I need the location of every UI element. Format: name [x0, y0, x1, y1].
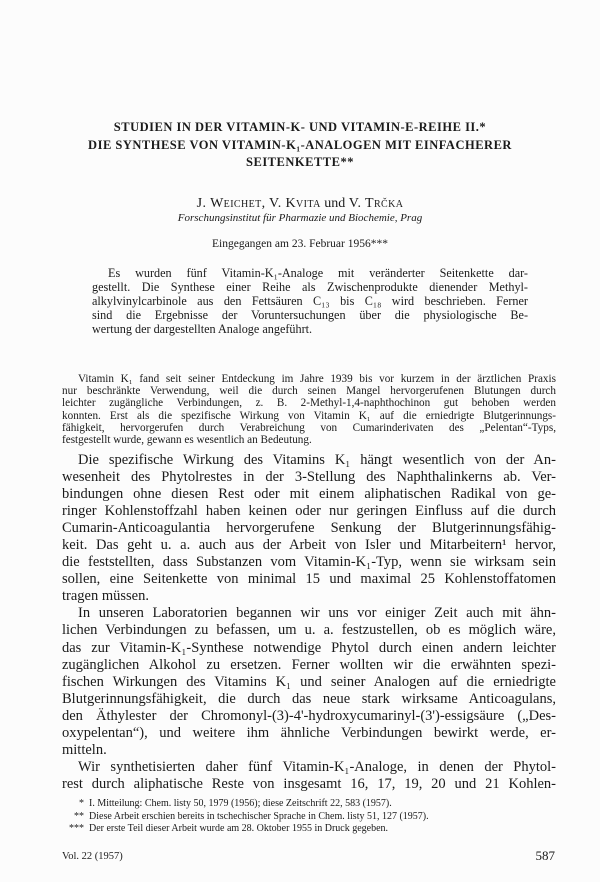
body-line: bindungen ohne diesen Rest oder mit einem aliphatischen Radikal von ge-: [62, 485, 556, 502]
abstract-line: Es wurden fünf Vitamin-K₁-Analoge mit veränderter Seitenkette dar-: [108, 266, 528, 280]
body-line: In unseren Laboratorien begannen wir uns vor einiger Zeit auch mit ähn-: [78, 605, 556, 622]
article-title: [0, 119, 600, 172]
abstract-line: gestellt. Die Synthese einer Reihe als Zwischenprodukte dienender Methyl-: [92, 280, 528, 294]
abstract-line: alkylvinylcarbinole aus den Fettsäuren C₁₃ bis C₁₈ wird beschrieben. Ferner: [92, 294, 528, 308]
author-name: J. Weichet,: [196, 196, 266, 211]
body-paragraph: [62, 605, 556, 759]
footnote-marker: **: [74, 810, 84, 822]
body-line: keit. Das geht u. a. auch aus der Arbeit von Isler und Mitarbeitern¹ hervor,: [62, 536, 556, 553]
journal-volume: Vol. 22 (1957): [62, 851, 123, 862]
body-line: Wir synthetisierten daher fünf Vitamin-K₁-Analoge, in denen der Phytol-: [78, 759, 556, 776]
body-line: den Äthylester der Chromonyl-(3)-4'-hydroxycumarinyl-(3')-essigsäure („Des-: [62, 707, 556, 724]
footnote: [62, 823, 556, 836]
introduction-paragraph: [62, 373, 556, 446]
introduction-line: fähigkeit, hervorgerufen durch Verabreichung von Cumarinderivaten des „Pelentan“-Typs,: [62, 421, 556, 434]
abstract: [92, 266, 528, 336]
footnote: [62, 798, 556, 811]
author-conjunction: und: [324, 196, 346, 211]
body-line: Cumarin-Anticoagulantia hervorgerufene Senkung der Blutgerinnungsfähig-: [62, 519, 556, 536]
body-line: mitteln.: [62, 742, 107, 759]
title-line: SEITENKETTE**: [246, 155, 354, 169]
introduction-line: Vitamin K₁ fand seit seiner Entdeckung im Jahre 1939 bis vor kurzem in der ärztlichen Praxis: [78, 373, 556, 385]
introduction-line: nur beschränkte Verwendung, weil die durch seinen Mangel hervorgerufenen Blutungen durch: [62, 385, 556, 398]
body-line: tragen müssen.: [62, 588, 149, 605]
footnote-text: Der erste Teil dieser Arbeit wurde am 28. Oktober 1955 in Druck gegeben.: [89, 823, 389, 835]
body-line: fischen Wirkungen des Vitamins K₁ und seiner Analogen auf die erniedrigte: [62, 673, 556, 690]
footnote-text: I. Mitteilung: Chem. listy 50, 1979 (1956); diese Zeitschrift 22, 583 (1957).: [89, 798, 392, 809]
body-line: ringer Kohlenstoffzahl haben keinen oder nur geringen Einfluss auf die durch: [62, 502, 556, 519]
introduction-line: festgestellt wurde, gewann es wesentlich an Bedeutung.: [62, 434, 312, 447]
received-date: Eingegangen am 23. Februar 1956***: [212, 238, 388, 250]
body-line: rest durch aliphatische Reste von insgesamt 16, 17, 19, 20 und 21 Kohlen-: [62, 776, 556, 793]
body-line: Die spezifische Wirkung des Vitamins K₁ hängt wesentlich von der An-: [78, 451, 556, 468]
introduction-line: konnten. Erst als die spezifische Wirkung von Vitamin K₁ auf die erniedrigte Blutgerinnungs-: [62, 409, 556, 422]
author-name: V. Trčka: [348, 196, 404, 211]
author-name: V. Kvita: [269, 196, 321, 211]
body-line: lichen Verbindungen zu befassen, um u. a. festzustellen, ob es möglich wäre,: [62, 622, 556, 639]
body-line: Blutgerinnungsfähigkeit, die durch das neue stark wirksame Anticoagulans,: [62, 690, 556, 707]
title-line: DIE SYNTHESE VON VITAMIN-K₁-ANALOGEN MIT EINFACHERER: [88, 137, 512, 152]
abstract-line: wertung der dargestellten Analoge angeführt.: [92, 322, 313, 336]
body-line: die feststellten, dass Substanzen vom Vitamin-K₁-Typ, wenn sie wirksam sein: [62, 554, 556, 571]
footnote-marker: ***: [69, 823, 84, 835]
introduction-line: leichter zugängliche Verbindungen, z. B. 2-Methyl-1,4-naphthochinon gut behoben werden: [62, 397, 556, 410]
footnote: [62, 811, 556, 824]
body-paragraph: [62, 452, 556, 606]
body-line: wesenheit des Phytolrestes in der 3-Stellung des Naphthalinkerns ab. Ver-: [62, 468, 556, 485]
body-line: zugänglichen Alkohol zu ersetzen. Ferner wollten wir die erwähnten spezi-: [62, 656, 556, 673]
title-line: STUDIEN IN DER VITAMIN-K- UND VITAMIN-E-REIHE II.*: [113, 120, 487, 134]
footnotes: [62, 798, 556, 836]
affiliation: Forschungsinstitut für Pharmazie und Biochemie, Prag: [177, 212, 423, 224]
page-number: 587: [535, 848, 555, 863]
author-list: [0, 195, 600, 212]
footnote-marker: *: [79, 798, 84, 809]
body-text: [62, 452, 556, 794]
body-line: sollen, eine Seitenkette von minimal 15 und maximal 25 Kohlenstoffatomen: [62, 571, 556, 588]
body-line: oxypelentan“), und weitere ihm ähnliche Verbindungen bewirkt werde, er-: [62, 725, 556, 741]
footnote-text: Diese Arbeit erschien bereits in tschechischer Sprache in Chem. listy 51, 127 (1957).: [89, 810, 429, 822]
body-line: das zur Vitamin-K₁-Synthese notwendige Phytol durch einen andern leichter: [62, 639, 556, 656]
abstract-line: sind die Ergebnisse der Voruntersuchungen über die physiologische Be-: [92, 308, 528, 322]
body-paragraph: [62, 759, 556, 793]
